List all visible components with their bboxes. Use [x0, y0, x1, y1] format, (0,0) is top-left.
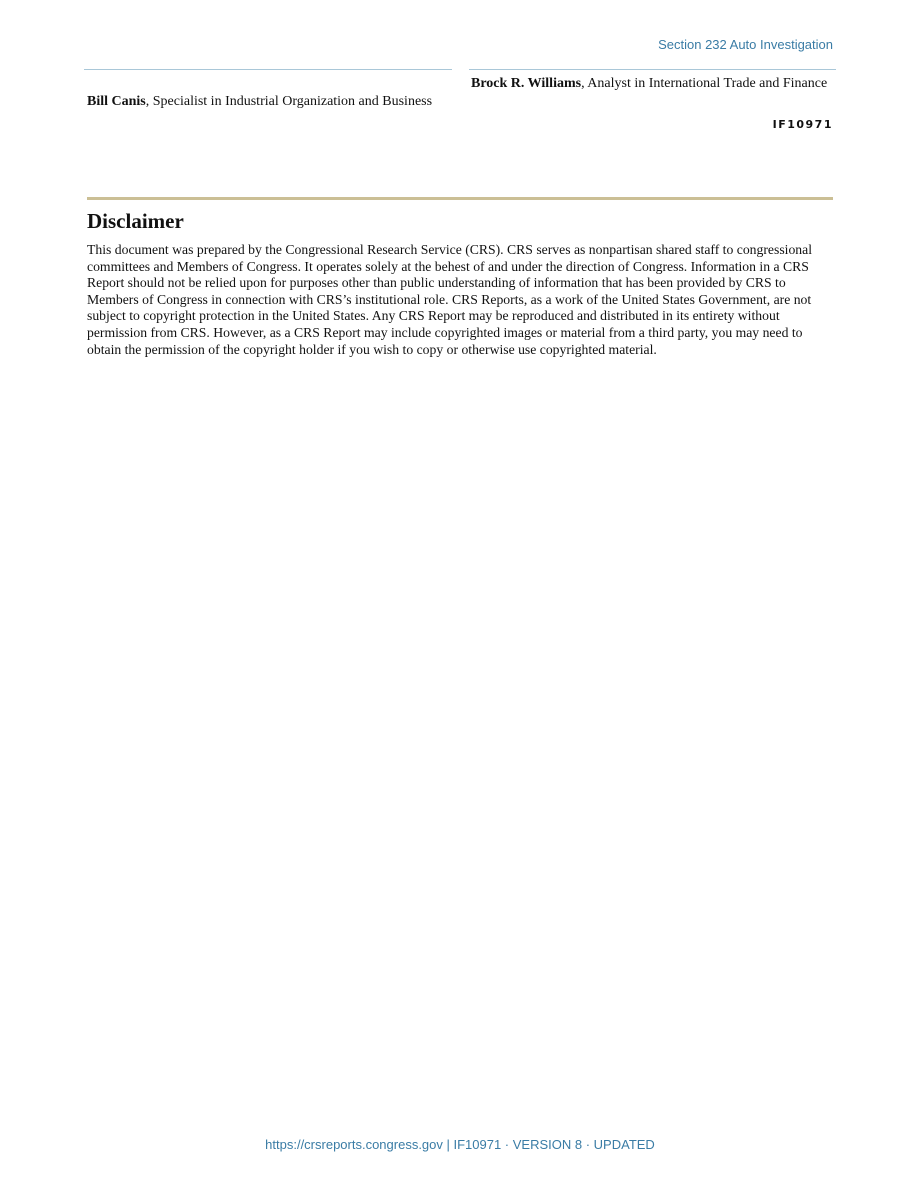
footer-url-version[interactable]: https://crsreports.congress.gov | IF10971 · VERSION 8 · UPDATED — [265, 1137, 655, 1152]
running-header-title: Section 232 Auto Investigation — [658, 37, 833, 52]
section-divider — [87, 197, 833, 200]
disclaimer-heading: Disclaimer — [87, 209, 184, 233]
document-id: IF10971 — [772, 118, 833, 131]
author-block-williams — [471, 75, 833, 93]
author-name: Bill Canis — [87, 94, 146, 109]
author-divider-left — [84, 69, 452, 70]
author-divider-right — [469, 69, 836, 70]
author-name: Brock R. Williams — [471, 76, 582, 91]
author-title: , Analyst in International Trade and Finance — [581, 76, 828, 91]
author-block-canis — [87, 93, 437, 111]
author-title: , Specialist in Industrial Organization and Business — [145, 94, 433, 109]
disclaimer-body: This document was prepared by the Congressional Research Service (CRS). CRS serves as nonpartisan shared staff to congressional committees and Members of Congress. It operates solely at the behest of and under the direction of Congress. Information in a CRS Report should not be relied upon for purposes other than public understanding of information that has been provided by CRS to Members of Congress in connection with CRS’s institutional role. CRS Reports, as a work of the United States Government, are not subject to copyright protection in the United States. Any CRS Report may be reproduced and distributed in its entirety without permission from CRS. However, as a CRS Report may include copyrighted images or material from a third party, you may need to obtain the permission of the copyright holder if you wish to copy or otherwise use copyrighted material. — [87, 242, 813, 357]
